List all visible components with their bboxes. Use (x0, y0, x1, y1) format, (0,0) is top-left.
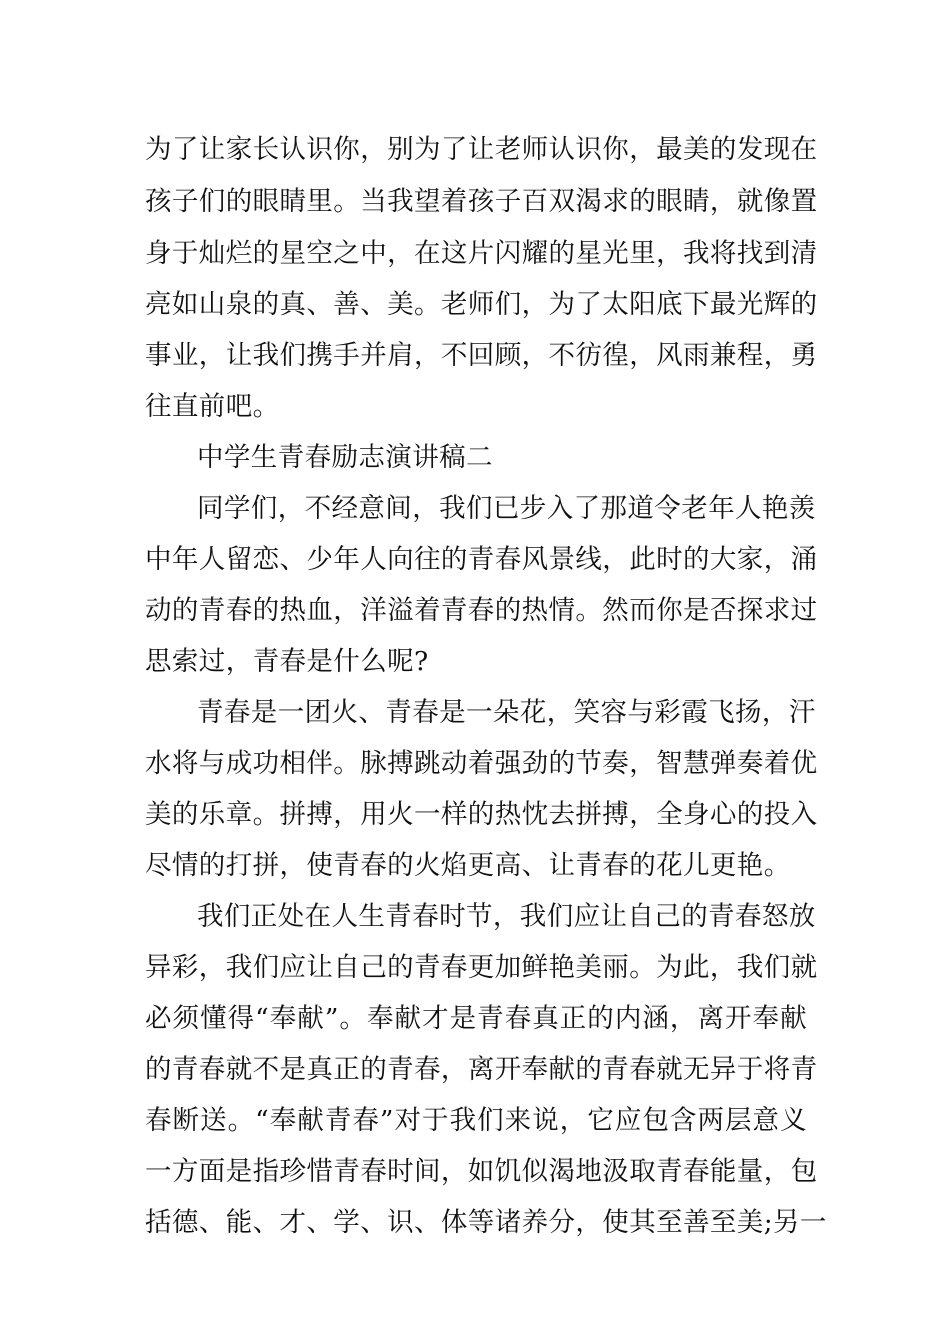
p3-line-3: 美的乐章。拼搏，用火一样的热忱去拼搏，全身心的投入 (145, 799, 818, 830)
section-heading: 中学生青春励志演讲稿二 (197, 442, 493, 473)
p4-line-2: 异彩，我们应让自己的青春更加鲜艳美丽。为此，我们就 (145, 952, 818, 983)
p1-line-1: 为了让家长认识你，别为了让老师认识你，最美的发现在 (145, 134, 818, 165)
p1-line-6: 往直前吧。 (145, 391, 280, 422)
p4-line-7: 括德、能、才、学、识、体等诸养分，使其至善至美;另一 (145, 1207, 827, 1238)
p1-line-2: 孩子们的眼睛里。当我望着孩子百双渴求的眼睛，就像置 (145, 186, 818, 217)
p2-line-1: 同学们，不经意间，我们已步入了那道令老年人艳羡 (197, 493, 816, 524)
p2-line-2: 中年人留恋、少年人向往的青春风景线，此时的大家，涌 (145, 544, 818, 575)
p3-line-1: 青春是一团火、青春是一朵花，笑容与彩霞飞扬，汗 (197, 697, 816, 728)
p1-line-3: 身于灿烂的星空之中，在这片闪耀的星光里，我将找到清 (145, 238, 818, 269)
p4-line-5: 春断送。“奉献青春”对于我们来说，它应包含两层意义 (145, 1105, 807, 1136)
p2-line-3: 动的青春的热血，洋溢着青春的热情。然而你是否探求过 (145, 595, 818, 626)
p1-line-5: 事业，让我们携手并肩，不回顾，不彷徨，风雨兼程，勇 (145, 340, 818, 371)
p4-line-6: 一方面是指珍惜青春时间，如饥似渴地汲取青春能量，包 (145, 1156, 818, 1187)
p4-line-3: 必须懂得“奉献”。奉献才是青春真正的内涵，离开奉献 (145, 1003, 807, 1034)
p3-line-2: 水将与成功相伴。脉搏跳动着强劲的节奏，智慧弹奏着优 (145, 748, 818, 779)
p4-line-4: 的青春就不是真正的青春，离开奉献的青春就无异于将青 (145, 1054, 818, 1085)
p1-line-4: 亮如山泉的真、善、美。老师们，为了太阳底下最光辉的 (145, 289, 818, 320)
p2-line-4: 思索过，青春是什么呢? (145, 646, 429, 677)
p4-line-1: 我们正处在人生青春时节，我们应让自己的青春怒放 (197, 901, 816, 932)
p3-line-4: 尽情的打拼，使青春的火焰更高、让青春的花儿更艳。 (145, 850, 791, 881)
